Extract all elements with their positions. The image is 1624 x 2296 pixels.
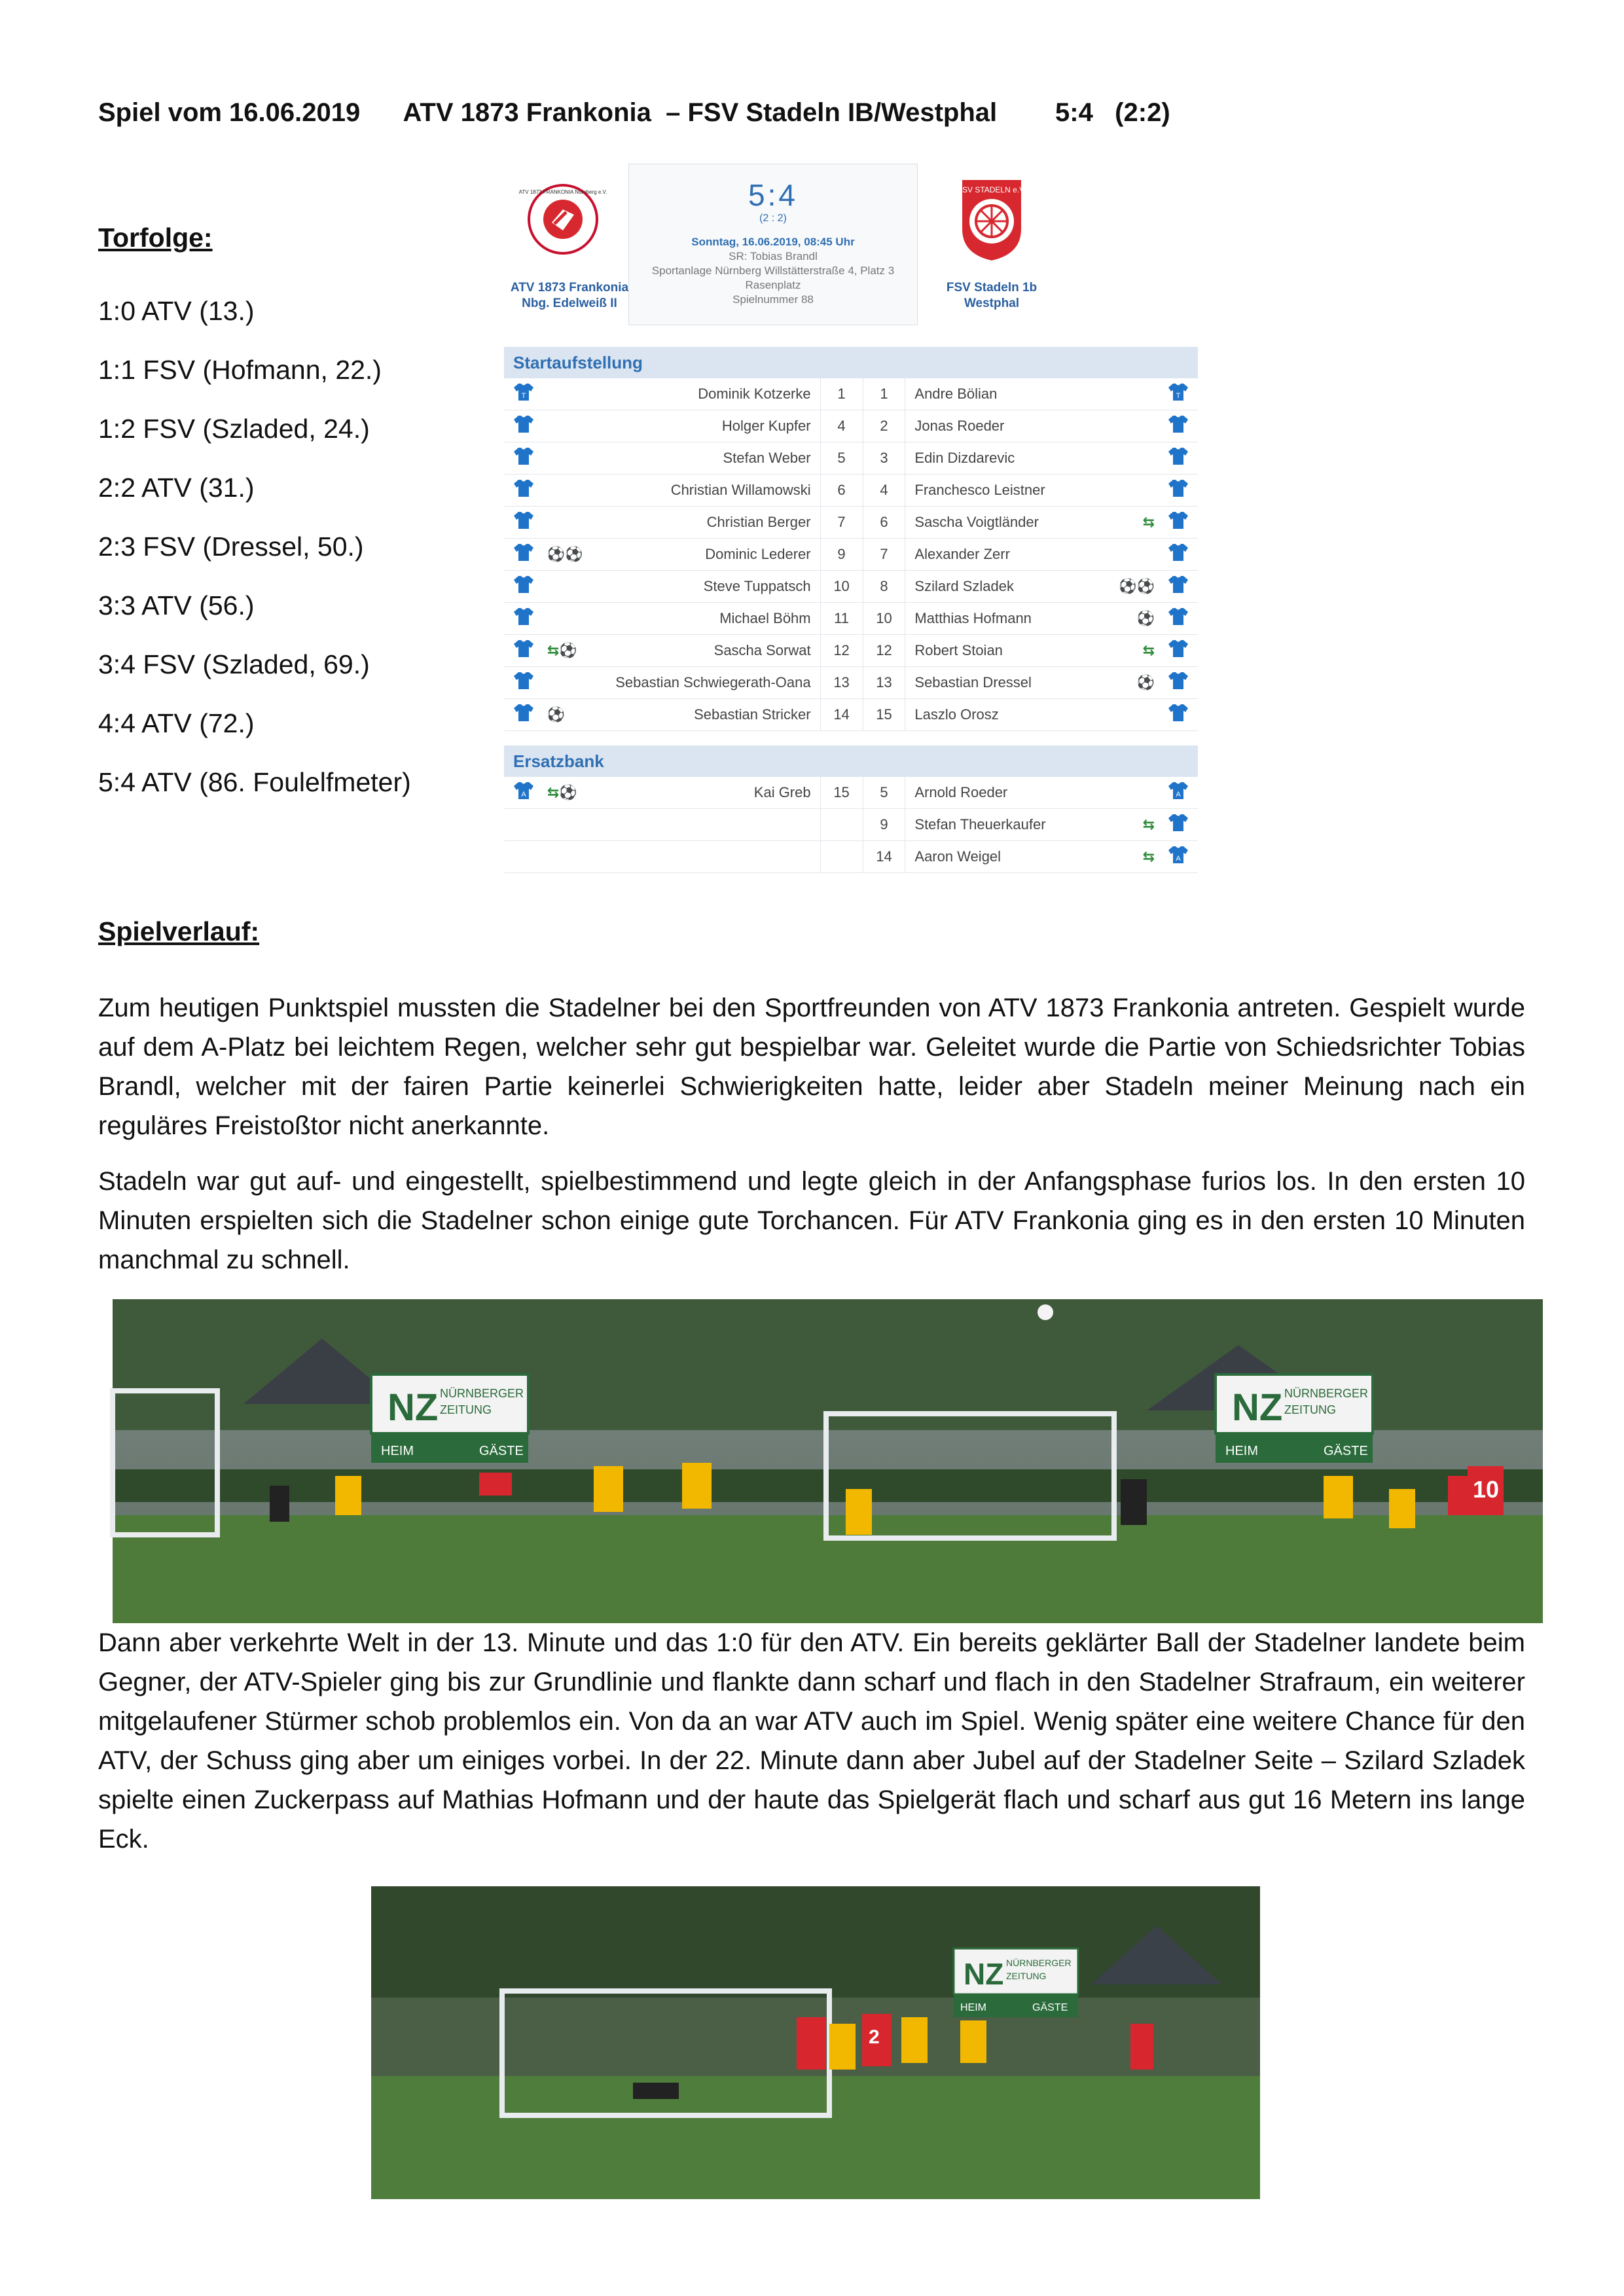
home-events — [543, 410, 607, 442]
home-events: ⚽⚽ — [543, 539, 607, 571]
match-photo-2 — [371, 1886, 1260, 2199]
away-shirt-icon — [1159, 507, 1198, 539]
home-player-name[interactable]: Steve Tuppatsch — [607, 571, 820, 603]
home-player-name[interactable]: Sebastian Stricker — [607, 699, 820, 731]
lineup-row — [504, 809, 1198, 841]
svg-text:A: A — [1176, 791, 1181, 798]
sign-gaeste-text: GÄSTE — [479, 1444, 524, 1458]
home-shirt-icon — [504, 667, 543, 699]
home-shirt-number: 13 — [820, 667, 863, 699]
goal-item: 3:3 ATV (56.) — [98, 590, 255, 620]
lineup-row — [504, 410, 1198, 442]
sign-logo-text: NZ — [388, 1386, 439, 1429]
lineup-row — [504, 539, 1198, 571]
home-player-name[interactable]: Sascha Sorwat — [607, 635, 820, 667]
away-events: ⚽ — [1100, 667, 1159, 699]
lineup-row — [504, 635, 1198, 667]
home-shirt-number: 10 — [820, 571, 863, 603]
home-shirt-number: 14 — [820, 699, 863, 731]
away-shirt-number: 10 — [863, 603, 905, 635]
home-player-name[interactable]: Dominic Lederer — [607, 539, 820, 571]
away-shirt-number: 6 — [863, 507, 905, 539]
home-shirt-number: 11 — [820, 603, 863, 635]
torfolge-heading: Torfolge: — [98, 223, 213, 253]
away-player-name[interactable]: Jonas Roeder — [905, 410, 1100, 442]
report-paragraph-1: Zum heutigen Punktspiel mussten die Stadelner bei den Sportfreunden von ATV 1873 Frankonia antreten. Gespielt wurde auf dem A-Platz bei leichtem Regen, welcher sehr gut bespielbar war. Geleitet wurde die Partie von Schiedsrichter Tobias Brandl, welcher mit der fairen Partie keinerlei Schwierigkeiten hatte, leider aber Stadeln meiner Meinung nach ein reguläres Freistoßtor nicht anerkannte. — [98, 994, 1525, 1140]
sign-title-text: NÜRNBERGER — [440, 1387, 524, 1400]
lineup-row — [504, 507, 1198, 539]
away-shirt-number: 15 — [863, 699, 905, 731]
home-shirt-number: 5 — [820, 442, 863, 475]
lineup-row — [504, 571, 1198, 603]
home-shirt-number — [820, 841, 863, 873]
home-shirt-number: 4 — [820, 410, 863, 442]
home-shirt-number — [820, 809, 863, 841]
away-shirt-number: 2 — [863, 410, 905, 442]
away-shirt-icon — [1159, 378, 1198, 410]
away-events — [1100, 378, 1159, 410]
match-photo-strip — [113, 1299, 1543, 1623]
away-player-name[interactable]: Sascha Voigtländer — [905, 507, 1100, 539]
home-shirt-icon — [504, 410, 543, 442]
home-shirt-number: 9 — [820, 539, 863, 571]
away-events: ⚽⚽ — [1100, 571, 1159, 603]
away-events — [1100, 539, 1159, 571]
home-team-name[interactable]: ATV 1873 Frankonia Nbg. Edelweiß II — [510, 281, 629, 310]
away-player-name[interactable]: Laszlo Orosz — [905, 699, 1100, 731]
report-paragraph-3: Dann aber verkehrte Welt in der 13. Minute und das 1:0 für den ATV. Ein bereits geklärter Ball der Stadelner landete beim Gegner, der ATV-Spieler ging bis zur Grundlinie und flankte dann scharf und flach in den Stadelner Strafraum, ein weiterer mitgelaufener Stürmer schob problemlos ein. Von da an war ATV auch im Spiel. Wenig später eine weitere Chance für den ATV, der Schuss ging aber um einiges vorbei. In der 22. Minute dann aber Jubel auf der Stadelner Seite – Szilard Szladek spielte einen Zuckerpass auf Mathias Hofmann und der haute das Spielgerät flach und scharf aus gut 16 Metern ins lange Eck. — [98, 1628, 1525, 1854]
away-shirt-icon — [1159, 571, 1198, 603]
sign-subtitle-text: ZEITUNG — [1006, 1971, 1047, 1981]
sign-logo-text: NZ — [1232, 1386, 1283, 1429]
away-events — [1100, 442, 1159, 475]
home-events: ⇆⚽ — [543, 635, 607, 667]
home-player-name[interactable]: Christian Willamowski — [607, 475, 820, 507]
home-shirt-icon — [504, 603, 543, 635]
home-player-name[interactable]: Dominik Kotzerke — [607, 378, 820, 410]
sign-subtitle-text: ZEITUNG — [1284, 1403, 1336, 1416]
home-shirt-number: 6 — [820, 475, 863, 507]
lineup-row — [504, 378, 1198, 410]
away-player-name[interactable]: Aaron Weigel — [905, 841, 1100, 873]
lineup-row — [504, 841, 1198, 873]
svg-text:A: A — [521, 791, 526, 798]
away-events — [1100, 410, 1159, 442]
home-player-name[interactable]: Sebastian Schwiegerath-Oana — [607, 667, 820, 699]
away-shirt-icon — [1159, 777, 1198, 809]
svg-text:T: T — [521, 392, 526, 400]
away-events — [1100, 699, 1159, 731]
home-shirt-number: 12 — [820, 635, 863, 667]
svg-text:T: T — [1176, 392, 1181, 400]
home-events — [543, 571, 607, 603]
away-shirt-number: 3 — [863, 442, 905, 475]
home-shirt-icon — [504, 442, 543, 475]
away-logo-text: FSV STADELN e.V. — [957, 185, 1026, 194]
away-events: ⇆ — [1100, 507, 1159, 539]
away-player-name[interactable]: Robert Stoian — [905, 635, 1100, 667]
home-shirt-icon — [504, 841, 543, 873]
match-header — [98, 98, 1170, 128]
sign-heim-text: HEIM — [1225, 1444, 1258, 1458]
match-score: 5:4 (2:2) — [1055, 98, 1170, 127]
goal-item: 2:3 FSV (Dressel, 50.) — [98, 531, 364, 562]
away-shirt-icon — [1159, 442, 1198, 475]
away-player-name[interactable]: Andre Bölian — [905, 378, 1100, 410]
match-score-card — [497, 164, 1204, 327]
home-shirt-icon — [504, 571, 543, 603]
sign-logo-text: NZ — [964, 1957, 1004, 1991]
venue: Sportanlage Nürnberg Willstätterstraße 4, Platz 3 — [651, 264, 895, 277]
away-team-logo — [956, 177, 1028, 249]
match-title: ATV 1873 Frankonia – FSV Stadeln IB/Westphal — [403, 98, 998, 127]
away-shirt-number: 5 — [863, 777, 905, 809]
home-events — [543, 507, 607, 539]
lineup-table — [504, 347, 1198, 873]
home-team-logo — [518, 183, 607, 255]
home-shirt-number: 15 — [820, 777, 863, 809]
startaufstellung-heading: Startaufstellung — [504, 347, 1198, 378]
home-shirt-icon — [504, 699, 543, 731]
away-shirt-number: 1 — [863, 378, 905, 410]
home-events — [543, 475, 607, 507]
lineup-row — [504, 442, 1198, 475]
nz-sign-right — [1216, 1374, 1373, 1463]
away-shirt-number: 13 — [863, 667, 905, 699]
goal-item: 3:4 FSV (Szladed, 69.) — [98, 649, 370, 679]
away-shirt-number: 9 — [863, 809, 905, 841]
halftime-score: (2 : 2) — [759, 213, 787, 224]
away-events: ⇆ — [1100, 841, 1159, 873]
away-shirt-icon — [1159, 475, 1198, 507]
home-events: ⇆⚽ — [543, 777, 607, 809]
away-shirt-icon — [1159, 841, 1198, 873]
away-shirt-icon — [1159, 539, 1198, 571]
home-shirt-icon — [504, 475, 543, 507]
away-events: ⇆ — [1100, 809, 1159, 841]
home-shirt-icon — [504, 539, 543, 571]
away-shirt-icon — [1159, 699, 1198, 731]
nz-sign-left — [371, 1374, 528, 1463]
away-events: ⇆ — [1100, 635, 1159, 667]
svg-text:A: A — [1176, 855, 1181, 863]
home-shirt-icon — [504, 809, 543, 841]
away-shirt-icon — [1159, 603, 1198, 635]
goal-item: 1:1 FSV (Hofmann, 22.) — [98, 355, 382, 385]
away-shirt-icon — [1159, 667, 1198, 699]
away-player-name[interactable]: Szilard Szladek — [905, 571, 1100, 603]
lineup-row — [504, 777, 1198, 809]
spielverlauf-heading: Spielverlauf: — [98, 916, 260, 946]
home-events — [543, 603, 607, 635]
final-score: 5:4 — [748, 178, 798, 212]
lineup-row — [504, 667, 1198, 699]
home-shirt-icon — [504, 378, 543, 410]
away-shirt-number: 12 — [863, 635, 905, 667]
away-player-name[interactable]: Franchesco Leistner — [905, 475, 1100, 507]
away-shirt-number: 8 — [863, 571, 905, 603]
away-player-name[interactable]: Alexander Zerr — [905, 539, 1100, 571]
ersatzbank-heading: Ersatzbank — [504, 745, 1198, 777]
home-player-name[interactable] — [607, 809, 820, 841]
home-player-name[interactable]: Holger Kupfer — [607, 410, 820, 442]
lineup-row — [504, 475, 1198, 507]
home-shirt-icon — [504, 635, 543, 667]
home-shirt-number: 1 — [820, 378, 863, 410]
home-logo-text: ATV 1873 FRANKONIA Nürnberg e.V. — [518, 189, 607, 195]
home-player-name[interactable]: Christian Berger — [607, 507, 820, 539]
goal-item: 1:2 FSV (Szladed, 24.) — [98, 414, 370, 444]
home-events — [543, 809, 607, 841]
away-player-name[interactable]: Sebastian Dressel — [905, 667, 1100, 699]
referee: SR: Tobias Brandl — [729, 250, 818, 262]
lineup-row — [504, 699, 1198, 731]
nz-sign — [954, 1948, 1078, 2017]
away-player-name[interactable]: Arnold Roeder — [905, 777, 1100, 809]
home-shirt-icon — [504, 777, 543, 809]
shirt-number-text: 10 — [1473, 1476, 1500, 1503]
home-player-name[interactable]: Kai Greb — [607, 777, 820, 809]
report-paragraph-2: Stadeln war gut auf- und eingestellt, spielbestimmend und legte gleich in der Anfangsphase furios los. In den ersten 10 Minuten erspielten sich die Stadelner schon einige gute Torchancen. Für ATV Frankonia ging es in den ersten 10 Minuten manchmal zu schnell. — [98, 1167, 1525, 1274]
home-shirt-icon — [504, 507, 543, 539]
away-shirt-icon — [1159, 410, 1198, 442]
away-shirt-number: 14 — [863, 841, 905, 873]
goal-item: 5:4 ATV (86. Foulelfmeter) — [98, 767, 411, 797]
home-player-name[interactable]: Michael Böhm — [607, 603, 820, 635]
sign-subtitle-text: ZEITUNG — [440, 1403, 492, 1416]
sign-title-text: NÜRNBERGER — [1006, 1958, 1072, 1968]
away-shirt-icon — [1159, 809, 1198, 841]
home-events: ⚽ — [543, 699, 607, 731]
away-shirt-number: 4 — [863, 475, 905, 507]
sign-gaeste-text: GÄSTE — [1324, 1444, 1368, 1458]
shirt-number-text: 2 — [869, 2026, 880, 2048]
match-date: Spiel vom 16.06.2019 — [98, 98, 361, 127]
lineup-row — [504, 603, 1198, 635]
home-events — [543, 378, 607, 410]
sign-gaeste-text: GÄSTE — [1032, 2002, 1068, 2013]
home-shirt-number: 7 — [820, 507, 863, 539]
goal-item: 2:2 ATV (31.) — [98, 473, 255, 503]
away-shirt-icon — [1159, 635, 1198, 667]
away-player-name[interactable]: Stefan Theuerkaufer — [905, 809, 1100, 841]
match-datetime: Sonntag, 16.06.2019, 08:45 Uhr — [691, 236, 855, 248]
goal-item: 1:0 ATV (13.) — [98, 296, 255, 326]
goal-list — [98, 281, 411, 812]
home-player-name[interactable] — [607, 841, 820, 873]
away-team-name[interactable]: FSV Stadeln 1b Westphal — [946, 281, 1038, 310]
home-events — [543, 841, 607, 873]
away-events: ⚽ — [1100, 603, 1159, 635]
sign-heim-text: HEIM — [960, 2002, 986, 2013]
score-box — [628, 164, 918, 325]
sign-heim-text: HEIM — [381, 1444, 414, 1458]
away-player-name[interactable]: Edin Dizdarevic — [905, 442, 1100, 475]
away-events — [1100, 777, 1159, 809]
home-events — [543, 442, 607, 475]
away-shirt-number: 7 — [863, 539, 905, 571]
home-events — [543, 667, 607, 699]
match-number: Spielnummer 88 — [732, 293, 814, 306]
away-events — [1100, 475, 1159, 507]
surface: Rasenplatz — [745, 279, 801, 291]
sign-title-text: NÜRNBERGER — [1284, 1387, 1369, 1400]
home-player-name[interactable]: Stefan Weber — [607, 442, 820, 475]
goal-item: 4:4 ATV (72.) — [98, 708, 255, 738]
away-player-name[interactable]: Matthias Hofmann — [905, 603, 1100, 635]
